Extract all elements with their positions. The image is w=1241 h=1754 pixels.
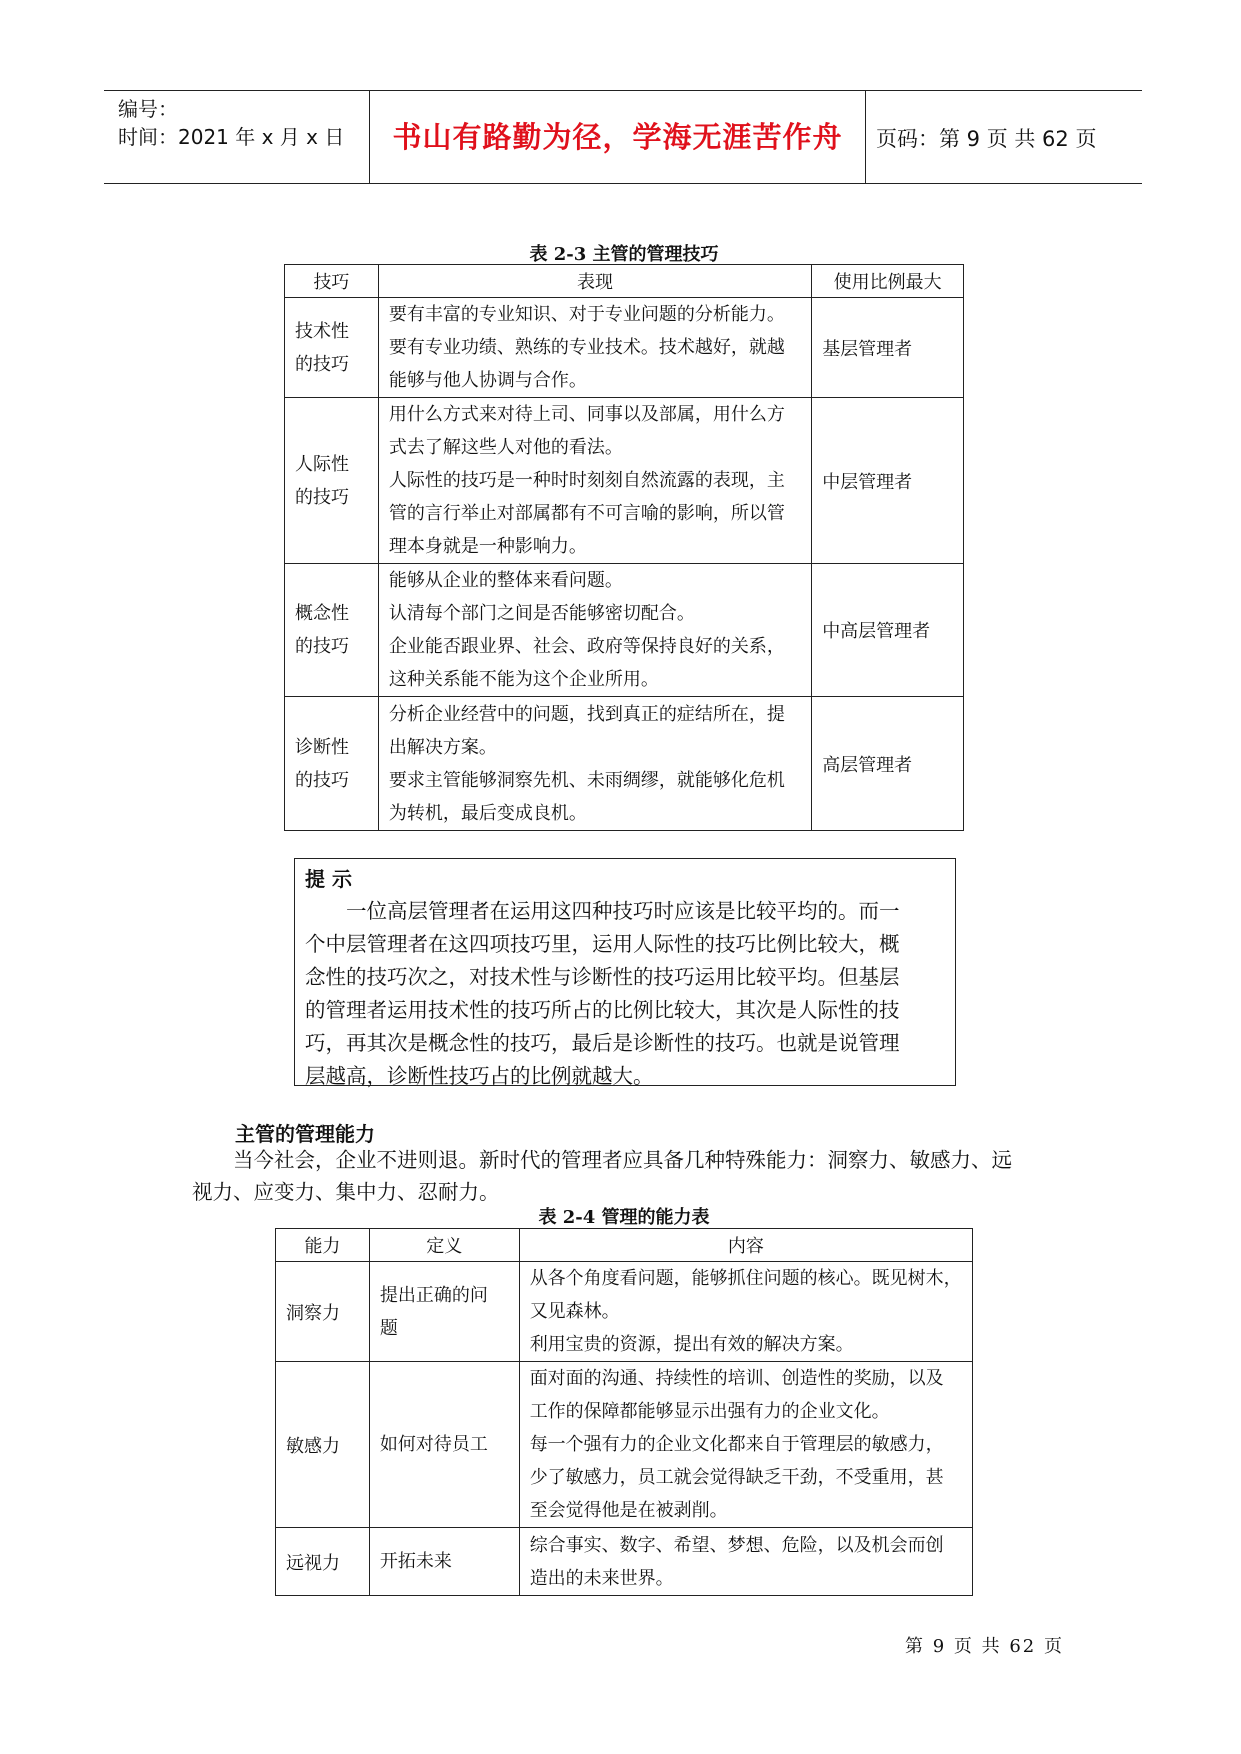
skill-cell: 诊断性 的技巧 <box>285 697 379 831</box>
tip-title: 提 示 <box>305 867 352 891</box>
skill-cell: 概念性 的技巧 <box>285 564 379 697</box>
table2-caption: 表 2-4 管理的能力表 <box>538 1207 710 1228</box>
document-number-label: 编号： <box>118 97 178 121</box>
table-row <box>285 697 964 831</box>
management-ability-table <box>275 1228 973 1596</box>
table-row <box>276 1362 973 1528</box>
document-date-label: 时间：2021 年 x 月 x 日 <box>118 125 345 149</box>
level-cell: 中高层管理者 <box>812 564 964 697</box>
header-page-number: 页码：第 9 页 共 62 页 <box>876 127 1097 151</box>
level-cell: 中层管理者 <box>812 398 964 564</box>
header-motto-cell <box>370 91 866 183</box>
tip-body: 一位高层管理者在运用这四种技巧时应该是比较平均的。而一 个中层管理者在这四项技巧里，运用人际性的技巧比例比较大，概 念性的技巧次之，对技术性与诊断性的技巧运用比较平均。但基层 的管理者运用技术性的技巧所占的比例比较大，其次是人际性的技 巧，再其次是概念性的技巧，最后是诊断性的技巧。也就是说管理 层越高，诊断性技巧占的比例就越大。 <box>305 899 900 1088</box>
description-cell: 分析企业经营中的问题，找到真正的症结所在，提 出解决方案。 要求主管能够洞察先机、未雨绸缪，就能够化危机 为转机，最后变成良机。 <box>378 697 811 831</box>
header-page-cell <box>866 91 1142 183</box>
table-row <box>285 398 964 564</box>
table-header-row <box>276 1229 973 1262</box>
column-header: 使用比例最大 <box>812 265 964 298</box>
content-cell: 从各个角度看问题，能够抓住问题的核心。既见树木， 又见森林。 利用宝贵的资源，提出有效的解决方案。 <box>519 1262 972 1362</box>
page-header <box>104 90 1142 184</box>
column-header: 能力 <box>276 1229 370 1262</box>
skill-cell: 技术性 的技巧 <box>285 298 379 398</box>
table-row <box>276 1262 973 1362</box>
table1-caption: 表 2-3 主管的管理技巧 <box>529 244 719 265</box>
header-motto: 书山有路勤为径，学海无涯苦作舟 <box>392 120 843 154</box>
content-cell: 面对面的沟通、持续性的培训、创造性的奖励，以及 工作的保障都能够显示出强有力的企业文化。 每一个强有力的企业文化都来自于管理层的敏感力， 少了敏感力，员工就会觉得缺乏干劲，不受重用，甚 至会觉得他是在被剥削。 <box>519 1362 972 1528</box>
definition-cell: 如何对待员工 <box>369 1362 519 1528</box>
column-header: 内容 <box>519 1229 972 1262</box>
definition-cell: 开拓未来 <box>369 1528 519 1596</box>
management-skills-table <box>284 264 964 831</box>
description-cell: 用什么方式来对待上司、同事以及部属，用什么方 式去了解这些人对他的看法。 人际性的技巧是一种时时刻刻自然流露的表现，主 管的言行举止对部属都有不可言喻的影响，所以管 理本身就是一种影响力。 <box>378 398 811 564</box>
table-row <box>276 1528 973 1596</box>
ability-cell: 远视力 <box>276 1528 370 1596</box>
header-meta-cell <box>104 91 370 183</box>
column-header: 表现 <box>378 265 811 298</box>
page-footer: 第 9 页 共 62 页 <box>905 1636 1064 1657</box>
section-title: 主管的管理能力 <box>235 1122 375 1146</box>
table-row <box>285 564 964 697</box>
ability-cell: 敏感力 <box>276 1362 370 1528</box>
column-header: 定义 <box>369 1229 519 1262</box>
definition-cell: 提出正确的问 题 <box>369 1262 519 1362</box>
ability-cell: 洞察力 <box>276 1262 370 1362</box>
table-row <box>285 298 964 398</box>
column-header: 技巧 <box>285 265 379 298</box>
table-header-row <box>285 265 964 298</box>
tip-box <box>294 858 956 1086</box>
section-paragraph: 当今社会，企业不进则退。新时代的管理者应具备几种特殊能力：洞察力、敏感力、远 视力、应变力、集中力、忍耐力。 <box>192 1148 1012 1204</box>
skill-cell: 人际性 的技巧 <box>285 398 379 564</box>
content-cell: 综合事实、数字、希望、梦想、危险，以及机会而创 造出的未来世界。 <box>519 1528 972 1596</box>
level-cell: 基层管理者 <box>812 298 964 398</box>
description-cell: 要有丰富的专业知识、对于专业问题的分析能力。 要有专业功绩、熟练的专业技术。技术越好，就越 能够与他人协调与合作。 <box>378 298 811 398</box>
description-cell: 能够从企业的整体来看问题。 认清每个部门之间是否能够密切配合。 企业能否跟业界、社会、政府等保持良好的关系， 这种关系能不能为这个企业所用。 <box>378 564 811 697</box>
level-cell: 高层管理者 <box>812 697 964 831</box>
